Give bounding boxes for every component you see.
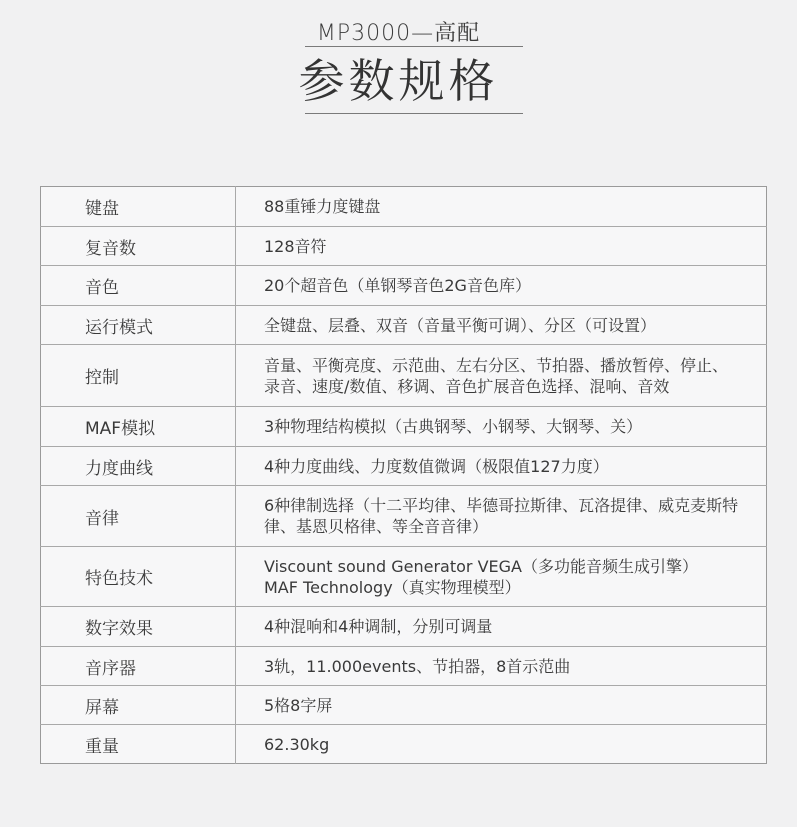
spec-label: 数字效果 bbox=[41, 607, 236, 647]
spec-label: 特色技术 bbox=[41, 547, 236, 607]
spec-value-line: MAF Technology（真实物理模型） bbox=[264, 577, 521, 597]
spec-row bbox=[41, 407, 767, 447]
spec-value-line: 5格8字屏 bbox=[264, 695, 333, 715]
spec-label: 屏幕 bbox=[41, 686, 236, 725]
spec-label: 音律 bbox=[41, 486, 236, 547]
spec-value bbox=[236, 686, 767, 725]
spec-value-line: 律、基恩贝格律、等全音音律） bbox=[264, 517, 489, 536]
spec-value bbox=[236, 486, 767, 547]
title-rule-bottom bbox=[305, 113, 523, 114]
spec-value-line: 128音符 bbox=[264, 236, 327, 256]
spec-value bbox=[236, 725, 767, 764]
spec-label: 音序器 bbox=[41, 647, 236, 686]
spec-value bbox=[236, 266, 767, 306]
spec-row bbox=[41, 607, 767, 647]
spec-value bbox=[236, 306, 767, 345]
spec-value-line: Viscount sound Generator VEGA（多功能音频生成引擎） bbox=[264, 556, 698, 576]
spec-label: 音色 bbox=[41, 266, 236, 306]
spec-value-line: 88重锤力度键盘 bbox=[264, 197, 381, 216]
spec-row bbox=[41, 486, 767, 547]
spec-value bbox=[236, 447, 767, 486]
spec-value bbox=[236, 227, 767, 266]
spec-row bbox=[41, 686, 767, 725]
spec-value bbox=[236, 607, 767, 647]
spec-value-line: 音量、平衡亮度、示范曲、左右分区、节拍器、播放暂停、停止、 bbox=[264, 355, 729, 375]
spec-value bbox=[236, 407, 767, 447]
page-subtitle: MP3000—高配 bbox=[316, 21, 481, 46]
spec-label: 键盘 bbox=[41, 187, 236, 227]
spec-value-line: 4种混响和4种调制，分别可调量 bbox=[264, 617, 493, 636]
spec-label: MAF模拟 bbox=[41, 407, 236, 447]
spec-value bbox=[236, 647, 767, 686]
spec-value-line: 全键盘、层叠、双音（音量平衡可调）、分区（可设置） bbox=[264, 315, 657, 335]
spec-value-line: 录音、速度/数值、移调、音色扩展音色选择、混响、音效 bbox=[264, 376, 670, 396]
spec-row bbox=[41, 547, 767, 607]
spec-value-line: 3种物理结构模拟（古典钢琴、小钢琴、大钢琴、关） bbox=[264, 417, 643, 436]
title-rule-top bbox=[305, 46, 523, 47]
spec-value bbox=[236, 547, 767, 607]
spec-row bbox=[41, 227, 767, 266]
page-title: 参数规格 bbox=[298, 54, 499, 108]
spec-label: 复音数 bbox=[41, 227, 236, 266]
spec-value-line: 62.30kg bbox=[264, 734, 330, 754]
spec-label: 重量 bbox=[41, 725, 236, 764]
spec-table bbox=[40, 186, 767, 764]
spec-row bbox=[41, 187, 767, 227]
spec-value bbox=[236, 345, 767, 407]
spec-label: 控制 bbox=[41, 345, 236, 407]
spec-value bbox=[236, 187, 767, 227]
spec-row bbox=[41, 266, 767, 306]
spec-row bbox=[41, 345, 767, 407]
spec-row bbox=[41, 647, 767, 686]
spec-value-line: 6种律制选择（十二平均律、毕德哥拉斯律、瓦洛提律、威克麦斯特 bbox=[264, 496, 739, 515]
spec-label: 运行模式 bbox=[41, 306, 236, 345]
spec-label: 力度曲线 bbox=[41, 447, 236, 486]
spec-value-line: 3轨，11.000events、节拍器，8首示范曲 bbox=[264, 656, 571, 676]
spec-row bbox=[41, 306, 767, 345]
spec-value-line: 4种力度曲线、力度数值微调（极限值127力度） bbox=[264, 456, 609, 476]
spec-row bbox=[41, 447, 767, 486]
spec-row bbox=[41, 725, 767, 764]
spec-value-line: 20个超音色（单钢琴音色2G音色库） bbox=[264, 276, 531, 295]
